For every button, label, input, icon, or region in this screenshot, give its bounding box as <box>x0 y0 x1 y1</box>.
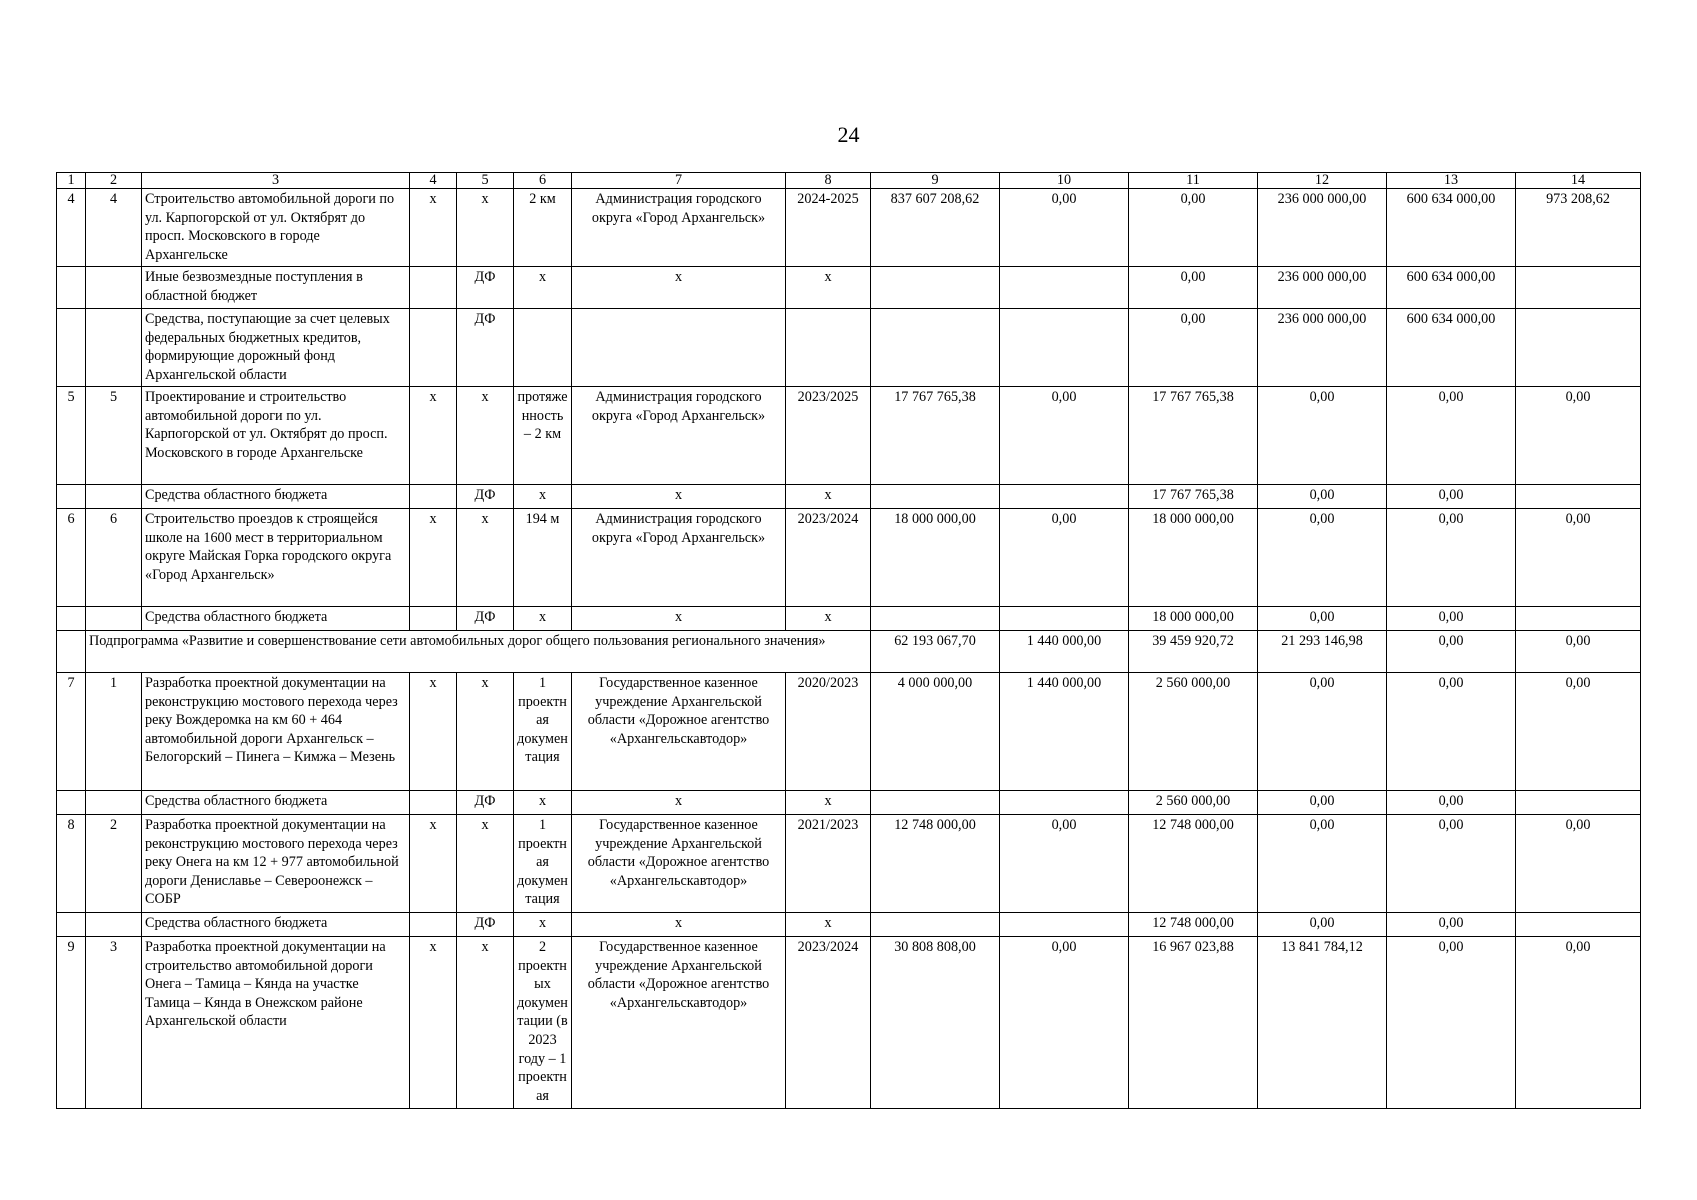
amount-col12-cell: 0,00 <box>1258 913 1387 937</box>
col4-cell <box>410 913 457 937</box>
capacity-cell <box>514 309 572 387</box>
amount-col11-cell: 12 748 000,00 <box>1129 913 1258 937</box>
amount-col12-cell: 236 000 000,00 <box>1258 267 1387 309</box>
amount-col11-cell: 12 748 000,00 <box>1129 815 1258 913</box>
amount-col10-cell: 0,00 <box>1000 937 1129 1109</box>
fund-cell: ДФ <box>457 607 514 631</box>
amount-col10-cell: 0,00 <box>1000 189 1129 267</box>
amount-col13-cell: 0,00 <box>1387 485 1516 509</box>
period-cell: 2024-2025 <box>786 189 871 267</box>
amount-col10-cell: 1 440 000,00 <box>1000 673 1129 791</box>
table-body <box>57 173 1641 1109</box>
capacity-cell: 2 проектных документации (в 2023 году – 1 проектная <box>514 937 572 1109</box>
amount-col14-cell: 0,00 <box>1516 673 1641 791</box>
col4-cell: х <box>410 387 457 485</box>
row-number-cell <box>57 485 86 509</box>
description-cell: Иные безвозмездные поступления в областной бюджет <box>142 267 410 309</box>
col4-cell <box>410 485 457 509</box>
col4-cell <box>410 267 457 309</box>
amount-col11-cell: 2 560 000,00 <box>1129 673 1258 791</box>
amount-col14-cell: 0,00 <box>1516 937 1641 1109</box>
amount-col14-cell: 0,00 <box>1516 815 1641 913</box>
fund-cell: ДФ <box>457 267 514 309</box>
description-cell: Средства областного бюджета <box>142 485 410 509</box>
fund-cell: ДФ <box>457 309 514 387</box>
item-number-cell: 6 <box>86 509 142 607</box>
fund-cell: х <box>457 815 514 913</box>
col4-cell <box>410 309 457 387</box>
col4-cell <box>410 607 457 631</box>
column-header: 12 <box>1258 173 1387 189</box>
amount-col12-cell: 13 841 784,12 <box>1258 937 1387 1109</box>
fund-cell: ДФ <box>457 485 514 509</box>
amount-col11-cell: 2 560 000,00 <box>1129 791 1258 815</box>
row-number-cell: 5 <box>57 387 86 485</box>
column-header: 3 <box>142 173 410 189</box>
amount-col12-cell: 236 000 000,00 <box>1258 309 1387 387</box>
capacity-cell: х <box>514 913 572 937</box>
amount-col14-cell <box>1516 485 1641 509</box>
amount-col13-cell: 0,00 <box>1387 937 1516 1109</box>
amount-col14-cell: 0,00 <box>1516 387 1641 485</box>
amount-col10-cell <box>1000 309 1129 387</box>
amount-col13-cell: 600 634 000,00 <box>1387 267 1516 309</box>
table-row <box>57 509 1641 607</box>
description-cell: Средства областного бюджета <box>142 791 410 815</box>
amount-col14-cell <box>1516 267 1641 309</box>
fund-cell: х <box>457 509 514 607</box>
capacity-cell: х <box>514 267 572 309</box>
amount-col10-cell <box>1000 607 1129 631</box>
column-header: 1 <box>57 173 86 189</box>
col4-cell: х <box>410 189 457 267</box>
period-cell: 2023/2024 <box>786 509 871 607</box>
amount-col13-cell: 600 634 000,00 <box>1387 189 1516 267</box>
item-number-cell: 3 <box>86 937 142 1109</box>
capacity-cell: 1 проектная документация <box>514 673 572 791</box>
amount-col14-cell <box>1516 913 1641 937</box>
capacity-cell: протяженность – 2 км <box>514 387 572 485</box>
item-number-cell <box>86 791 142 815</box>
period-cell: 2020/2023 <box>786 673 871 791</box>
amount-col10-cell: 0,00 <box>1000 815 1129 913</box>
amount-col11-cell: 0,00 <box>1129 309 1258 387</box>
amount-col12-cell: 21 293 146,98 <box>1258 631 1387 673</box>
amount-col11-cell: 16 967 023,88 <box>1129 937 1258 1109</box>
amount-col14-cell <box>1516 607 1641 631</box>
column-header: 9 <box>871 173 1000 189</box>
amount-col10-cell <box>1000 791 1129 815</box>
total-amount-cell: 837 607 208,62 <box>871 189 1000 267</box>
capacity-cell: 194 м <box>514 509 572 607</box>
fund-cell: х <box>457 189 514 267</box>
funding-source-row <box>57 309 1641 387</box>
period-cell: 2023/2025 <box>786 387 871 485</box>
amount-col12-cell: 0,00 <box>1258 791 1387 815</box>
item-number-cell: 1 <box>86 673 142 791</box>
total-amount-cell <box>871 267 1000 309</box>
amount-col14-cell: 973 208,62 <box>1516 189 1641 267</box>
amount-col13-cell: 0,00 <box>1387 631 1516 673</box>
table-row <box>57 937 1641 1109</box>
total-amount-cell <box>871 791 1000 815</box>
amount-col13-cell: 600 634 000,00 <box>1387 309 1516 387</box>
funding-source-row <box>57 913 1641 937</box>
executor-cell: Государственное казенное учреждение Архангельской области «Дорожное агентство «Архангельскавтодор» <box>572 673 786 791</box>
executor-cell: х <box>572 791 786 815</box>
row-number-cell <box>57 309 86 387</box>
executor-cell: Администрация городского округа «Город Архангельск» <box>572 387 786 485</box>
column-header: 4 <box>410 173 457 189</box>
row-number-cell <box>57 267 86 309</box>
total-amount-cell: 4 000 000,00 <box>871 673 1000 791</box>
capacity-cell: х <box>514 607 572 631</box>
capacity-cell: х <box>514 791 572 815</box>
amount-col14-cell <box>1516 791 1641 815</box>
fund-cell: х <box>457 673 514 791</box>
column-header: 10 <box>1000 173 1129 189</box>
header-row <box>57 173 1641 189</box>
table-row <box>57 189 1641 267</box>
row-number-cell <box>57 631 86 673</box>
amount-col13-cell: 0,00 <box>1387 815 1516 913</box>
executor-cell: х <box>572 485 786 509</box>
amount-col12-cell: 0,00 <box>1258 509 1387 607</box>
description-cell: Строительство проездов к строящейся школе на 1600 мест в территориальном округе Майская Горка городского округа «Город Архангельск» <box>142 509 410 607</box>
funding-source-row <box>57 607 1641 631</box>
amount-col12-cell: 0,00 <box>1258 815 1387 913</box>
col4-cell: х <box>410 815 457 913</box>
amount-col12-cell: 0,00 <box>1258 673 1387 791</box>
column-header: 5 <box>457 173 514 189</box>
budget-table <box>56 172 1641 1109</box>
amount-col10-cell <box>1000 913 1129 937</box>
amount-col11-cell: 39 459 920,72 <box>1129 631 1258 673</box>
amount-col10-cell: 1 440 000,00 <box>1000 631 1129 673</box>
period-cell: х <box>786 607 871 631</box>
table-row <box>57 673 1641 791</box>
total-amount-cell <box>871 309 1000 387</box>
period-cell: х <box>786 485 871 509</box>
total-amount-cell: 30 808 808,00 <box>871 937 1000 1109</box>
item-number-cell: 2 <box>86 815 142 913</box>
amount-col13-cell: 0,00 <box>1387 913 1516 937</box>
executor-cell: Администрация городского округа «Город Архангельск» <box>572 509 786 607</box>
row-number-cell: 6 <box>57 509 86 607</box>
col4-cell <box>410 791 457 815</box>
item-number-cell <box>86 267 142 309</box>
fund-cell: ДФ <box>457 791 514 815</box>
amount-col11-cell: 0,00 <box>1129 189 1258 267</box>
col4-cell: х <box>410 509 457 607</box>
description-cell: Средства областного бюджета <box>142 913 410 937</box>
column-header: 6 <box>514 173 572 189</box>
row-number-cell: 4 <box>57 189 86 267</box>
row-number-cell: 8 <box>57 815 86 913</box>
row-number-cell <box>57 791 86 815</box>
amount-col13-cell: 0,00 <box>1387 387 1516 485</box>
item-number-cell: 5 <box>86 387 142 485</box>
column-header: 11 <box>1129 173 1258 189</box>
capacity-cell: 2 км <box>514 189 572 267</box>
item-number-cell <box>86 913 142 937</box>
row-number-cell: 7 <box>57 673 86 791</box>
amount-col13-cell: 0,00 <box>1387 607 1516 631</box>
subprogram-row <box>57 631 1641 673</box>
column-header: 8 <box>786 173 871 189</box>
executor-cell <box>572 309 786 387</box>
funding-source-row <box>57 485 1641 509</box>
executor-cell: Государственное казенное учреждение Архангельской области «Дорожное агентство «Архангельскавтодор» <box>572 937 786 1109</box>
executor-cell: Администрация городского округа «Город Архангельск» <box>572 189 786 267</box>
amount-col11-cell: 18 000 000,00 <box>1129 509 1258 607</box>
amount-col12-cell: 236 000 000,00 <box>1258 189 1387 267</box>
col4-cell: х <box>410 673 457 791</box>
description-cell: Разработка проектной документации на строительство автомобильной дороги Онега – Тамица – Кянда на участке Тамица – Кянда в Онежском районе Архангельской области <box>142 937 410 1109</box>
column-header: 2 <box>86 173 142 189</box>
amount-col13-cell: 0,00 <box>1387 509 1516 607</box>
period-cell: х <box>786 267 871 309</box>
executor-cell: х <box>572 607 786 631</box>
total-amount-cell: 12 748 000,00 <box>871 815 1000 913</box>
amount-col12-cell: 0,00 <box>1258 607 1387 631</box>
column-header: 14 <box>1516 173 1641 189</box>
period-cell: 2021/2023 <box>786 815 871 913</box>
amount-col12-cell: 0,00 <box>1258 387 1387 485</box>
item-number-cell: 4 <box>86 189 142 267</box>
total-amount-cell <box>871 485 1000 509</box>
row-number-cell: 9 <box>57 937 86 1109</box>
amount-col14-cell: 0,00 <box>1516 631 1641 673</box>
col4-cell: х <box>410 937 457 1109</box>
description-cell: Разработка проектной документации на реконструкцию мостового перехода через реку Онега на км 12 + 977 автомобильной дороги Дениславье – Североонежск – СОБР <box>142 815 410 913</box>
amount-col11-cell: 17 767 765,38 <box>1129 485 1258 509</box>
row-number-cell <box>57 913 86 937</box>
executor-cell: Государственное казенное учреждение Архангельской области «Дорожное агентство «Архангельскавтодор» <box>572 815 786 913</box>
total-amount-cell <box>871 913 1000 937</box>
amount-col11-cell: 0,00 <box>1129 267 1258 309</box>
period-cell <box>786 309 871 387</box>
capacity-cell: х <box>514 485 572 509</box>
total-amount-cell: 18 000 000,00 <box>871 509 1000 607</box>
amount-col10-cell <box>1000 267 1129 309</box>
executor-cell: х <box>572 267 786 309</box>
row-number-cell <box>57 607 86 631</box>
page-number: 24 <box>837 122 860 147</box>
total-amount-cell <box>871 607 1000 631</box>
period-cell: 2023/2024 <box>786 937 871 1109</box>
fund-cell: ДФ <box>457 913 514 937</box>
amount-col11-cell: 17 767 765,38 <box>1129 387 1258 485</box>
item-number-cell <box>86 309 142 387</box>
fund-cell: х <box>457 387 514 485</box>
funding-source-row <box>57 267 1641 309</box>
description-cell: Строительство автомобильной дороги по ул. Карпогорской от ул. Октябрят до просп. Московского в городе Архангельске <box>142 189 410 267</box>
amount-col10-cell <box>1000 485 1129 509</box>
amount-col10-cell: 0,00 <box>1000 509 1129 607</box>
funding-source-row <box>57 791 1641 815</box>
amount-col14-cell <box>1516 309 1641 387</box>
description-cell: Разработка проектной документации на реконструкцию мостового перехода через реку Вождеромка на км 60 + 464 автомобильной дороги Архангельск – Белогорский – Пинега – Кимжа – Мезень <box>142 673 410 791</box>
description-cell: Средства, поступающие за счет целевых федеральных бюджетных кредитов, формирующие дорожный фонд Архангельской области <box>142 309 410 387</box>
description-cell: Средства областного бюджета <box>142 607 410 631</box>
column-header: 7 <box>572 173 786 189</box>
item-number-cell <box>86 485 142 509</box>
amount-col13-cell: 0,00 <box>1387 791 1516 815</box>
amount-col11-cell: 18 000 000,00 <box>1129 607 1258 631</box>
description-cell: Проектирование и строительство автомобильной дороги по ул. Карпогорской от ул. Октябрят до просп. Московского в городе Архангельске <box>142 387 410 485</box>
amount-col13-cell: 0,00 <box>1387 673 1516 791</box>
capacity-cell: 1 проектная документация <box>514 815 572 913</box>
period-cell: х <box>786 913 871 937</box>
amount-col10-cell: 0,00 <box>1000 387 1129 485</box>
item-number-cell <box>86 607 142 631</box>
fund-cell: х <box>457 937 514 1109</box>
total-amount-cell: 62 193 067,70 <box>871 631 1000 673</box>
column-header: 13 <box>1387 173 1516 189</box>
table-row <box>57 815 1641 913</box>
table-row <box>57 387 1641 485</box>
total-amount-cell: 17 767 765,38 <box>871 387 1000 485</box>
amount-col12-cell: 0,00 <box>1258 485 1387 509</box>
subprogram-title-cell: Подпрограмма «Развитие и совершенствование сети автомобильных дорог общего пользования регионального значения» <box>86 631 871 673</box>
period-cell: х <box>786 791 871 815</box>
executor-cell: х <box>572 913 786 937</box>
amount-col14-cell: 0,00 <box>1516 509 1641 607</box>
